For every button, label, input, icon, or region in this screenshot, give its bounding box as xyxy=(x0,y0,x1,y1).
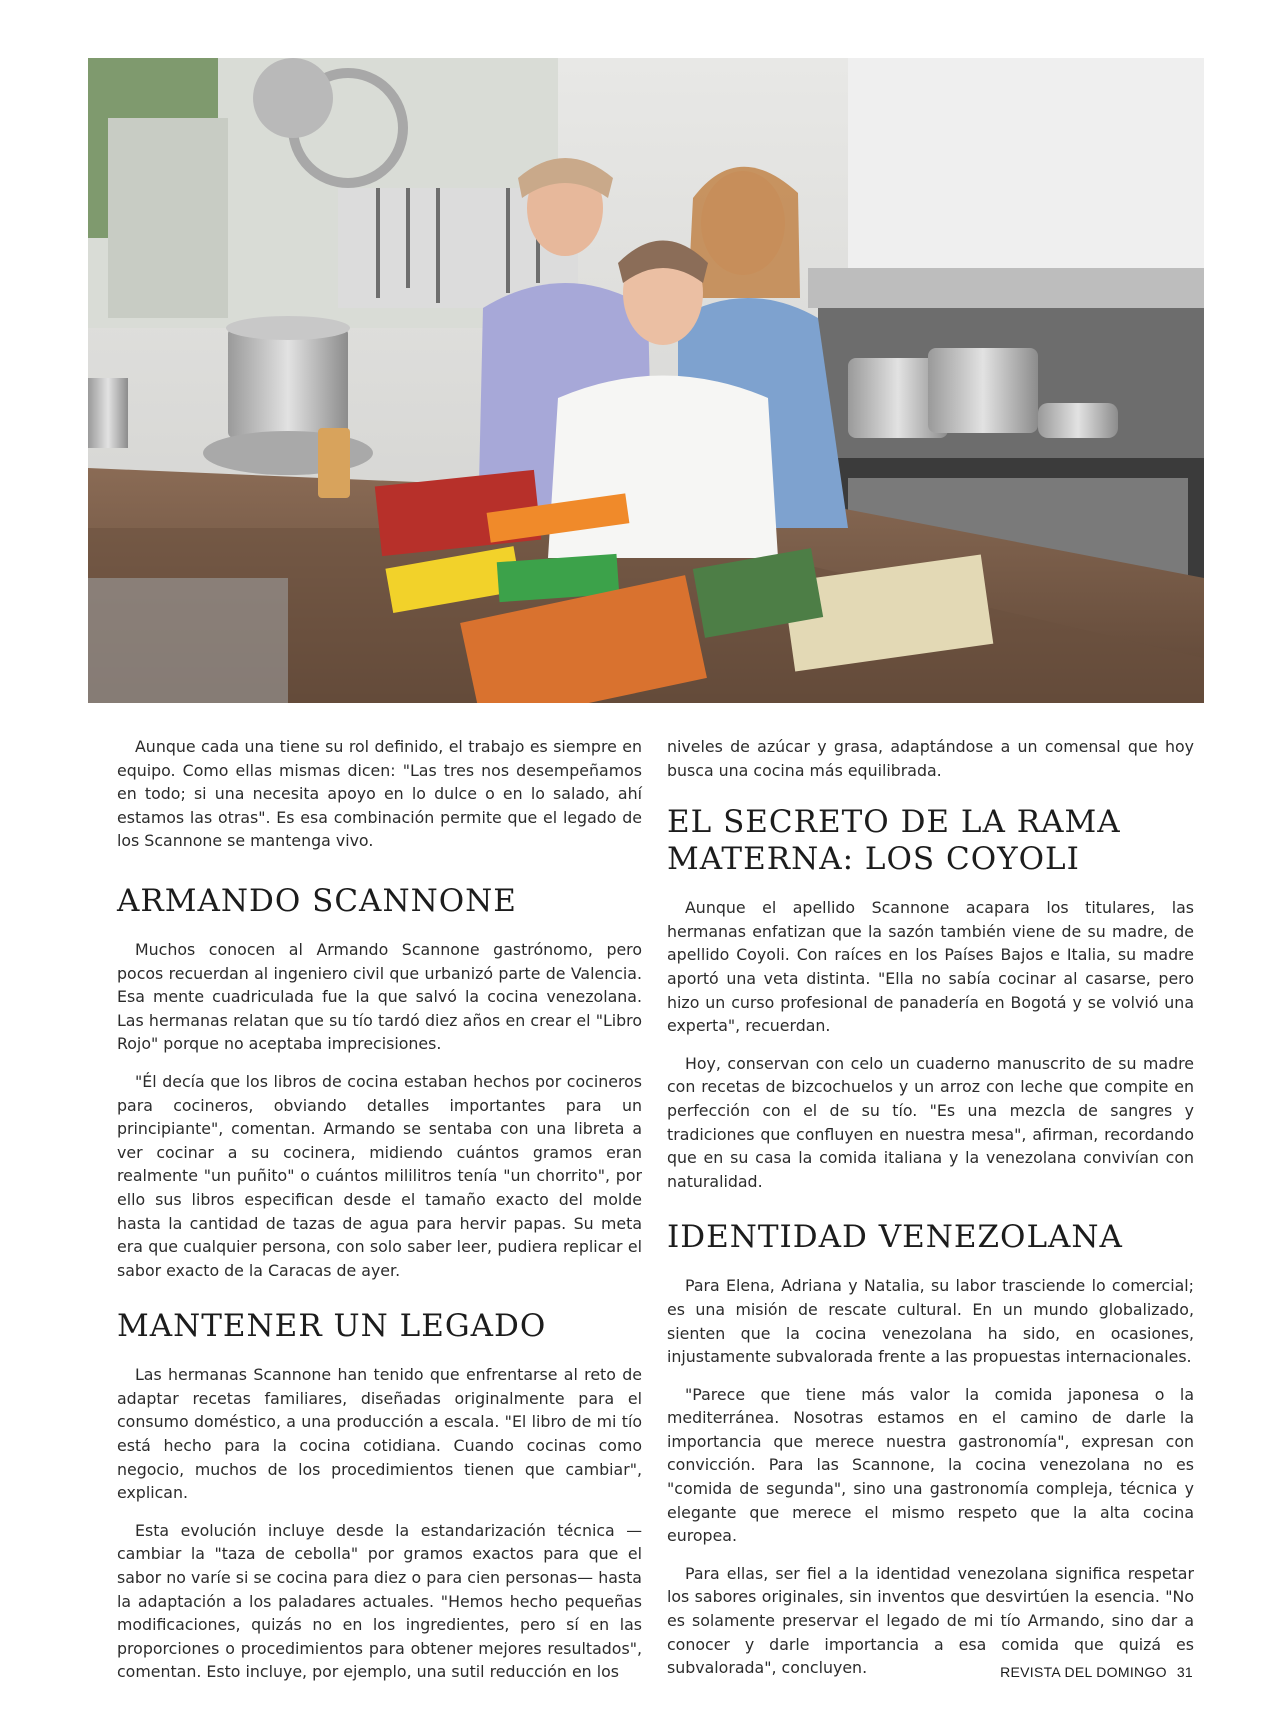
magazine-name: REVISTA DEL DOMINGO xyxy=(1000,1664,1167,1680)
paragraph: niveles de azúcar y grasa, adaptándose a un comensal que hoy busca una cocina más equilibrada. xyxy=(667,737,1194,780)
paragraph: Esta evolución incluye desde la estandarización técnica —cambiar la "taza de cebolla" por gramos exactos para que el sabor no varíe si se cocina para diez o para cien personas— hasta la adaptación a los paladares actuales. "Hemos hecho pequeñas modificaciones, quizás no en los ingredientes, pero sí en las proporciones o procedimientos para obtener mejores resultados", comentan. Esto incluye, por ejemplo, una sutil reducción en los xyxy=(117,1520,642,1682)
paragraph: Hoy, conservan con celo un cuaderno manuscrito de su madre con recetas de bizcochuelos y un arroz con leche que compite en perfección con el de su tío. "Es una mezcla de sangres y tradiciones que confluyen en nuestra mesa", afirman, recordando que en su casa la comida italiana y la venezolana convivían con naturalidad. xyxy=(667,1053,1194,1191)
right-column xyxy=(667,735,1194,1694)
paragraph: Para Elena, Adriana y Natalia, su labor trasciende lo comercial; es una misión de rescate cultural. En un mundo globalizado, sienten que la cocina venezolana ha sido, en ocasiones, injustamente subvalorada frente a las propuestas internacionales. xyxy=(667,1276,1194,1367)
paragraph: Aunque el apellido Scannone acapara los titulares, las hermanas enfatizan que la sazón también viene de su madre, de apellido Coyoli. Con raíces en los Países Bajos e Italia, su madre aportó una veta distinta. "Ella no sabía cocinar al casarse, pero hizo un curso profesional de panadería en Bogotá y se volvió una experta", recuerdan. xyxy=(667,898,1194,1036)
page-footer xyxy=(1000,1664,1193,1680)
paragraph: Para ellas, ser fiel a la identidad venezolana significa respetar los sabores originales, sin inventos que desvirtúen la esencia. "No es solamente preservar el legado de mi tío Armando, sino dar a conocer y darle importancia a esa comida que quizá es subvalorada", concluyen. xyxy=(667,1563,1194,1678)
paragraph: "Él decía que los libros de cocina estaban hechos por cocineros para cocineros, obviando detalles importantes para un principiante", comentan. Armando se sentaba con una libreta a ver cocinar a su cocinera, midiendo cuántos gramos eran realmente "un puñito" o cuántos mililitros tenía "un chorrito", por ello sus libros especifican desde el tamaño exacto del molde hasta la cantidad de tazas de agua para hervir papas. Su meta era que cualquier persona, con solo saber leer, pudiera replicar el sabor exacto de la Caracas de ayer. xyxy=(117,1071,642,1280)
kitchen-photo xyxy=(88,58,1204,703)
paragraph: "Parece que tiene más valor la comida japonesa o la mediterránea. Nosotras estamos en el camino de darle la importancia que merece nuestra gastronomía", expresan con convicción. Para las Scannone, la cocina venezolana no es "comida de segunda", sino una gastronomía compleja, técnica y elegante que merece el mismo respeto que la alta cocina europea. xyxy=(667,1384,1194,1546)
paragraph: Las hermanas Scannone han tenido que enfrentarse al reto de adaptar recetas familiares, diseñadas originalmente para el consumo doméstico, a una producción a escala. "El libro de mi tío está hecho para la cocina cotidiana. Cuando cocinas como negocio, muchos de los procedimientos tienen que cambiar", explican. xyxy=(117,1365,642,1503)
section-heading-rama-materna: EL SECRETO DE LA RAMA MATERNA: LOS COYOLI xyxy=(667,804,1121,878)
section-heading-identidad-venezolana: IDENTIDAD VENEZOLANA xyxy=(667,1219,1123,1256)
photo-illustration xyxy=(88,58,1204,703)
section-heading-armando-scannone: ARMANDO SCANNONE xyxy=(117,882,517,919)
paragraph: Muchos conocen al Armando Scannone gastrónomo, pero pocos recuerdan al ingeniero civil que urbanizó parte de Valencia. Esa mente cuadriculada fue la que salvó la cocina venezolana. Las hermanas relatan que su tío tardó diez años en crear el "Libro Rojo" porque no aceptaba imprecisiones. xyxy=(117,939,642,1054)
left-column xyxy=(117,735,642,1698)
page-number: 31 xyxy=(1176,1664,1193,1680)
section-heading-mantener-un-legado: MANTENER UN LEGADO xyxy=(117,1308,547,1345)
paragraph: Aunque cada una tiene su rol definido, el trabajo es siempre en equipo. Como ellas mismas dicen: "Las tres nos desempeñamos en todo; si una necesita apoyo en lo dulce o en lo salado, ahí estamos las otras". Es esa combinación permite que el legado de los Scannone se mantenga vivo. xyxy=(117,737,642,851)
